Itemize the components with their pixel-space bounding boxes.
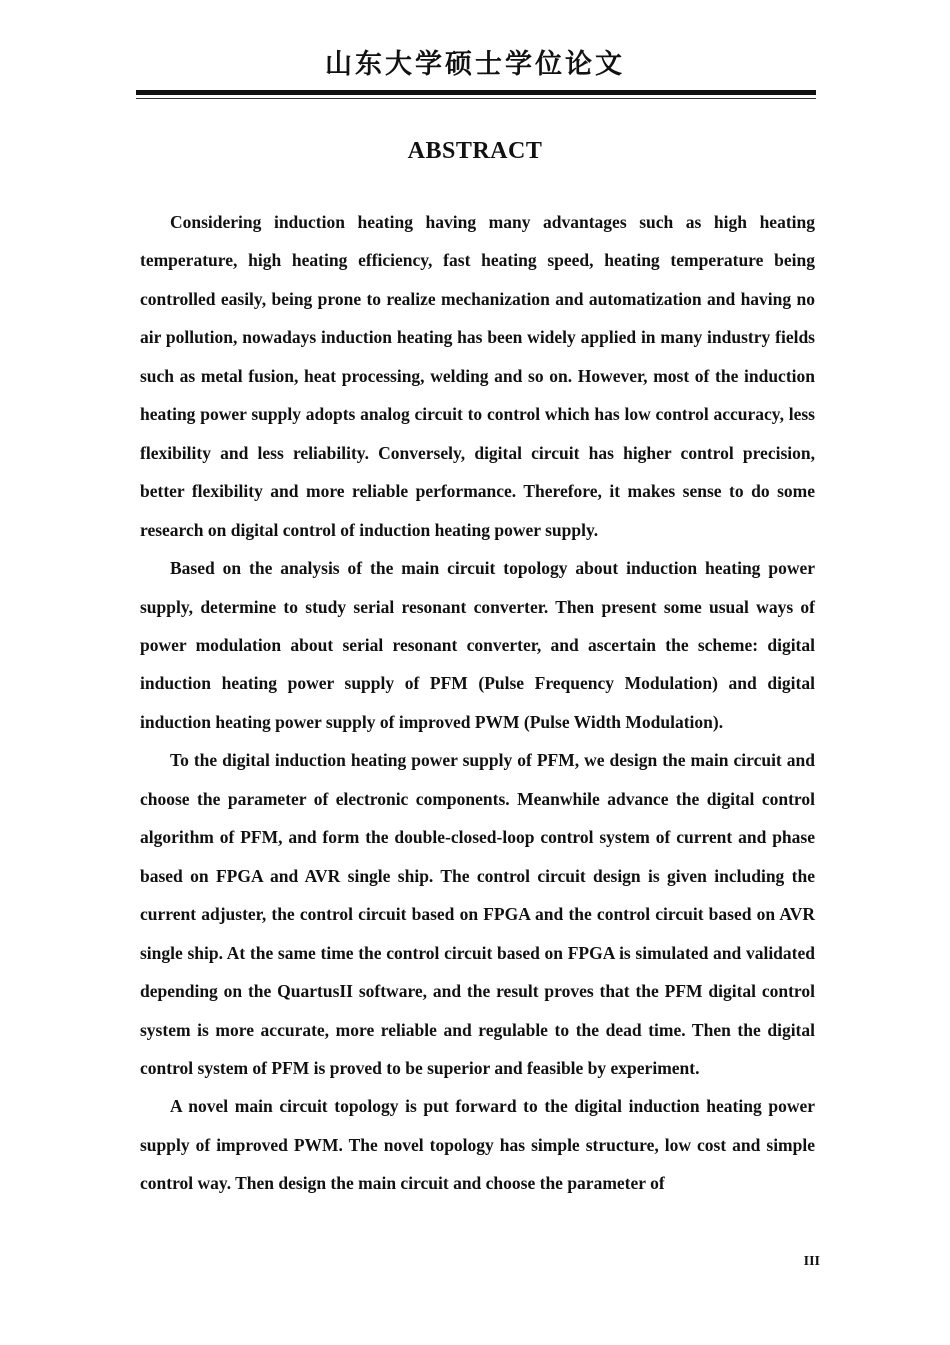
abstract-paragraph: A novel main circuit topology is put forward to the digital induction heating power supply of improved PWM. The novel topology has simple structure, low cost and simple control way. Then design the main circuit and choose the parameter of	[140, 1096, 815, 1194]
header-rule-thick	[136, 90, 816, 95]
header-rule-thin	[136, 98, 816, 99]
abstract-body	[140, 203, 815, 1203]
abstract-paragraph: Considering induction heating having many advantages such as high heating temperature, high heating efficiency, fast heating speed, heating temperature being controlled easily, being prone to realize mechanization and automatization and having no air pollution, nowadays induction heating has been widely applied in many industry fields such as metal fusion, heat processing, welding and so on. However, most of the induction heating power supply adopts analog circuit to control which has low control accuracy, less flexibility and less reliability. Conversely, digital circuit has higher control precision, better flexibility and more reliable performance. Therefore, it makes sense to do some research on digital control of induction heating power supply.	[140, 212, 815, 540]
running-header-title: 山东大学硕士学位论文	[325, 49, 625, 80]
abstract-paragraph: Based on the analysis of the main circuit topology about induction heating power supply, determine to study serial resonant converter. Then present some usual ways of power modulation about serial resonant converter, and ascertain the scheme: digital induction heating power supply of PFM (Pulse Frequency Modulation) and digital induction heating power supply of improved PWM (Pulse Width Modulation).	[140, 558, 815, 732]
page-number: III	[803, 1254, 820, 1269]
abstract-heading: ABSTRACT	[407, 138, 543, 164]
abstract-paragraph: To the digital induction heating power supply of PFM, we design the main circuit and choose the parameter of electronic components. Meanwhile advance the digital control algorithm of PFM, and form the double-closed-loop control system of current and phase based on FPGA and AVR single ship. The control circuit design is given including the current adjuster, the control circuit based on FPGA and the control circuit based on AVR single ship. At the same time the control circuit based on FPGA is simulated and validated depending on the QuartusII software, and the result proves that the PFM digital control system is more accurate, more reliable and regulable to the dead time. Then the digital control system of PFM is proved to be superior and feasible by experiment.	[140, 750, 815, 1078]
